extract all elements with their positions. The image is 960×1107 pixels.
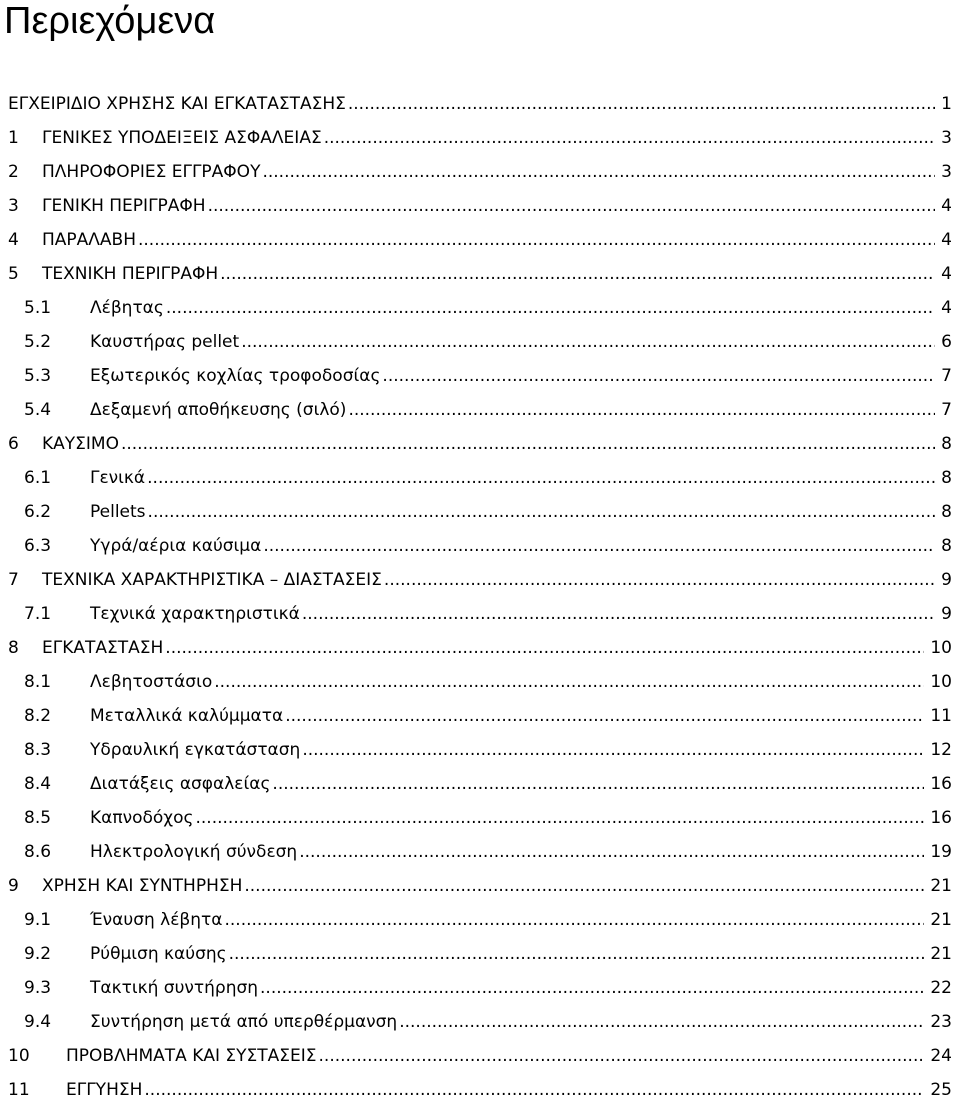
toc-entry-page-number[interactable]: 11 — [930, 706, 952, 726]
dot-leader — [229, 937, 925, 971]
toc-entry[interactable] — [0, 495, 960, 529]
toc-entry-label[interactable]: Υδραυλική εγκατάσταση — [90, 740, 301, 760]
toc-entry[interactable] — [0, 1005, 960, 1039]
toc-entry-number: 9.1 — [24, 910, 52, 930]
toc-entry-page-number[interactable]: 3 — [941, 128, 952, 148]
toc-entry-page-number[interactable]: 7 — [941, 400, 952, 420]
toc-entry-number: 8.2 — [24, 706, 52, 726]
toc-entry[interactable] — [0, 937, 960, 971]
toc-entry[interactable] — [0, 257, 960, 291]
table-of-contents — [0, 87, 960, 1107]
toc-entry-page-number[interactable]: 8 — [941, 468, 952, 488]
dot-leader — [260, 971, 924, 1005]
toc-entry[interactable] — [0, 767, 960, 801]
toc-entry-label[interactable]: ΚΑΥΣΙΜΟ — [42, 434, 119, 454]
toc-entry[interactable] — [0, 87, 960, 121]
toc-entry-number: 9.3 — [24, 978, 52, 998]
dot-leader — [241, 325, 935, 359]
toc-entry[interactable] — [0, 631, 960, 665]
dot-leader — [121, 427, 935, 461]
toc-entry-label[interactable]: Ρύθμιση καύσης — [90, 944, 227, 964]
toc-entry-label[interactable]: Υγρά/αέρια καύσιμα — [90, 536, 262, 556]
dot-leader — [299, 835, 924, 869]
toc-entry[interactable] — [0, 1073, 960, 1107]
toc-entry[interactable] — [0, 699, 960, 733]
toc-entry-number: 5.2 — [24, 332, 52, 352]
toc-entry[interactable] — [0, 427, 960, 461]
dot-leader — [214, 665, 924, 699]
dot-leader — [263, 529, 935, 563]
toc-entry[interactable] — [0, 359, 960, 393]
toc-entry-number: 8.4 — [24, 774, 52, 794]
toc-entry-number: 7 — [8, 570, 19, 590]
dot-leader — [196, 801, 925, 835]
toc-entry-page-number[interactable]: 22 — [930, 978, 952, 998]
toc-entry[interactable] — [0, 869, 960, 903]
toc-entry-number: 3 — [8, 196, 19, 216]
toc-entry[interactable] — [0, 733, 960, 767]
toc-entry-label[interactable]: Pellets — [90, 502, 146, 522]
toc-entry[interactable] — [0, 223, 960, 257]
toc-entry-label[interactable]: ΓΕΝΙΚΗ ΠΕΡΙΓΡΑΦΗ — [42, 196, 206, 216]
toc-entry[interactable] — [0, 155, 960, 189]
toc-entry-page-number[interactable]: 10 — [930, 638, 952, 658]
toc-entry-label[interactable]: Καπνοδόχος — [90, 808, 194, 828]
dot-leader — [166, 291, 935, 325]
toc-entry-page-number[interactable]: 8 — [941, 536, 952, 556]
dot-leader — [244, 869, 924, 903]
toc-entry[interactable] — [0, 665, 960, 699]
page-title: Περιεχόμενα — [4, 0, 216, 42]
toc-entry-page-number[interactable]: 21 — [930, 944, 952, 964]
toc-entry[interactable] — [0, 801, 960, 835]
toc-entry-number: 4 — [8, 230, 19, 250]
toc-entry-number: 1 — [8, 128, 19, 148]
toc-entry-page-number[interactable]: 16 — [930, 808, 952, 828]
toc-entry-number: 7.1 — [24, 604, 52, 624]
toc-entry-page-number[interactable]: 21 — [930, 876, 952, 896]
dot-leader — [272, 767, 924, 801]
toc-entry-page-number[interactable]: 7 — [941, 366, 952, 386]
toc-entry[interactable] — [0, 903, 960, 937]
toc-entry-label[interactable]: ΠΑΡΑΛΑΒΗ — [42, 230, 136, 250]
toc-entry[interactable] — [0, 563, 960, 597]
toc-entry-label[interactable]: ΓΕΝΙΚΕΣ ΥΠΟΔΕΙΞΕΙΣ ΑΣΦΑΛΕΙΑΣ — [42, 128, 322, 148]
toc-entry-label[interactable]: Ηλεκτρολογική σύνδεση — [90, 842, 298, 862]
toc-entry-number: 8.3 — [24, 740, 52, 760]
toc-entry-label[interactable]: ΕΓΚΑΤΑΣΤΑΣΗ — [42, 638, 164, 658]
toc-entry-page-number[interactable]: 4 — [941, 298, 952, 318]
toc-entry-number: 5.4 — [24, 400, 52, 420]
toc-entry-number: 5 — [8, 264, 19, 284]
toc-entry-label[interactable]: Γενικά — [90, 468, 146, 488]
toc-entry-page-number[interactable]: 8 — [941, 434, 952, 454]
toc-entry-number: 9.2 — [24, 944, 52, 964]
dot-leader — [144, 1073, 924, 1107]
dot-leader — [382, 359, 935, 393]
toc-entry-page-number[interactable]: 6 — [941, 332, 952, 352]
toc-entry-page-number[interactable]: 4 — [941, 196, 952, 216]
toc-entry[interactable] — [0, 121, 960, 155]
toc-entry-label[interactable]: ΧΡΗΣΗ ΚΑΙ ΣΥΝΤΗΡΗΣΗ — [42, 876, 243, 896]
toc-entry-label[interactable]: ΤΕΧΝΙΚΗ ΠΕΡΙΓΡΑΦΗ — [42, 264, 219, 284]
toc-entry-label[interactable]: Λεβητοστάσιο — [90, 672, 213, 692]
dot-leader — [285, 699, 924, 733]
toc-entry-number: 5.1 — [24, 298, 52, 318]
toc-entry-number: 8.5 — [24, 808, 52, 828]
dot-leader — [138, 223, 935, 257]
dot-leader — [319, 1039, 925, 1073]
toc-entry-number: 11 — [8, 1080, 30, 1100]
dot-leader — [148, 495, 936, 529]
toc-entry-page-number[interactable]: 9 — [941, 604, 952, 624]
toc-entry-page-number[interactable]: 9 — [941, 570, 952, 590]
toc-entry-number: 9.4 — [24, 1012, 52, 1032]
toc-entry-label[interactable]: ΕΓΧΕΙΡΙΔΙΟ ΧΡΗΣΗΣ ΚΑΙ ΕΓΚΑΤΑΣΤΑΣΗΣ — [8, 94, 346, 114]
toc-entry-label[interactable]: Έναυση λέβητα — [90, 910, 223, 930]
toc-entry-page-number[interactable]: 25 — [930, 1080, 952, 1100]
toc-entry-label[interactable]: ΕΓΓΥΗΣΗ — [66, 1080, 143, 1100]
toc-entry-number: 9 — [8, 876, 19, 896]
dot-leader — [302, 597, 935, 631]
toc-entry-label[interactable]: Διατάξεις ασφαλείας — [90, 774, 271, 794]
toc-entry-label[interactable]: Λέβητας — [90, 298, 164, 318]
toc-entry-page-number[interactable]: 23 — [930, 1012, 952, 1032]
dot-leader — [399, 1005, 924, 1039]
toc-entry[interactable] — [0, 529, 960, 563]
dot-leader — [302, 733, 924, 767]
dot-leader — [165, 631, 924, 665]
toc-entry-page-number[interactable]: 1 — [941, 94, 952, 114]
toc-entry-label[interactable]: Συντήρηση μετά από υπερθέρμανση — [90, 1012, 398, 1032]
toc-entry-page-number[interactable]: 3 — [941, 162, 952, 182]
toc-entry-number: 6.3 — [24, 536, 52, 556]
toc-entry-label[interactable]: ΠΡΟΒΛΗΜΑΤΑ ΚΑΙ ΣΥΣΤΑΣΕΙΣ — [66, 1046, 317, 1066]
toc-entry[interactable] — [0, 189, 960, 223]
dot-leader — [348, 393, 935, 427]
toc-entry-label[interactable]: Εξωτερικός κοχλίας τροφοδοσίας — [90, 366, 381, 386]
dot-leader — [225, 903, 925, 937]
toc-entry[interactable] — [0, 393, 960, 427]
toc-entry[interactable] — [0, 461, 960, 495]
toc-entry-number: 6.2 — [24, 502, 52, 522]
toc-entry-label[interactable]: ΤΕΧΝΙΚΑ ΧΑΡΑΚΤΗΡΙΣΤΙΚΑ – ΔΙΑΣΤΑΣΕΙΣ — [42, 570, 382, 590]
toc-entry-page-number[interactable]: 16 — [930, 774, 952, 794]
dot-leader — [348, 87, 935, 121]
toc-entry[interactable] — [0, 835, 960, 869]
toc-entry[interactable] — [0, 325, 960, 359]
toc-entry-number: 6.1 — [24, 468, 52, 488]
toc-entry-page-number[interactable]: 4 — [941, 264, 952, 284]
dot-leader — [147, 461, 935, 495]
toc-entry-number: 8.1 — [24, 672, 52, 692]
toc-entry-page-number[interactable]: 10 — [930, 672, 952, 692]
toc-entry-label[interactable]: Τακτική συντήρηση — [90, 978, 259, 998]
toc-entry-label[interactable]: Μεταλλικά καλύμματα — [90, 706, 284, 726]
toc-entry-page-number[interactable]: 24 — [930, 1046, 952, 1066]
toc-entry-page-number[interactable]: 12 — [930, 740, 952, 760]
toc-entry-label[interactable]: ΠΛΗΡΟΦΟΡΙΕΣ ΕΓΓΡΑΦΟΥ — [42, 162, 261, 182]
toc-entry-number: 8.6 — [24, 842, 52, 862]
toc-entry-number: 8 — [8, 638, 19, 658]
toc-entry-label[interactable]: Καυστήρας pellet — [90, 332, 240, 352]
toc-entry[interactable] — [0, 597, 960, 631]
toc-entry-number: 6 — [8, 434, 19, 454]
dot-leader — [262, 155, 935, 189]
toc-entry-number: 5.3 — [24, 366, 52, 386]
toc-entry-page-number[interactable]: 19 — [930, 842, 952, 862]
toc-entry-page-number[interactable]: 8 — [941, 502, 952, 522]
toc-entry-number: 10 — [8, 1046, 30, 1066]
dot-leader — [220, 257, 935, 291]
toc-entry-number: 2 — [8, 162, 19, 182]
dot-leader — [324, 121, 935, 155]
toc-entry[interactable] — [0, 291, 960, 325]
toc-entry-label[interactable]: Δεξαμενή αποθήκευσης (σιλό) — [90, 400, 347, 420]
dot-leader — [208, 189, 936, 223]
toc-entry-page-number[interactable]: 21 — [930, 910, 952, 930]
toc-entry[interactable] — [0, 971, 960, 1005]
toc-entry[interactable] — [0, 1039, 960, 1073]
dot-leader — [384, 563, 935, 597]
toc-entry-page-number[interactable]: 4 — [941, 230, 952, 250]
toc-entry-label[interactable]: Τεχνικά χαρακτηριστικά — [90, 604, 300, 624]
